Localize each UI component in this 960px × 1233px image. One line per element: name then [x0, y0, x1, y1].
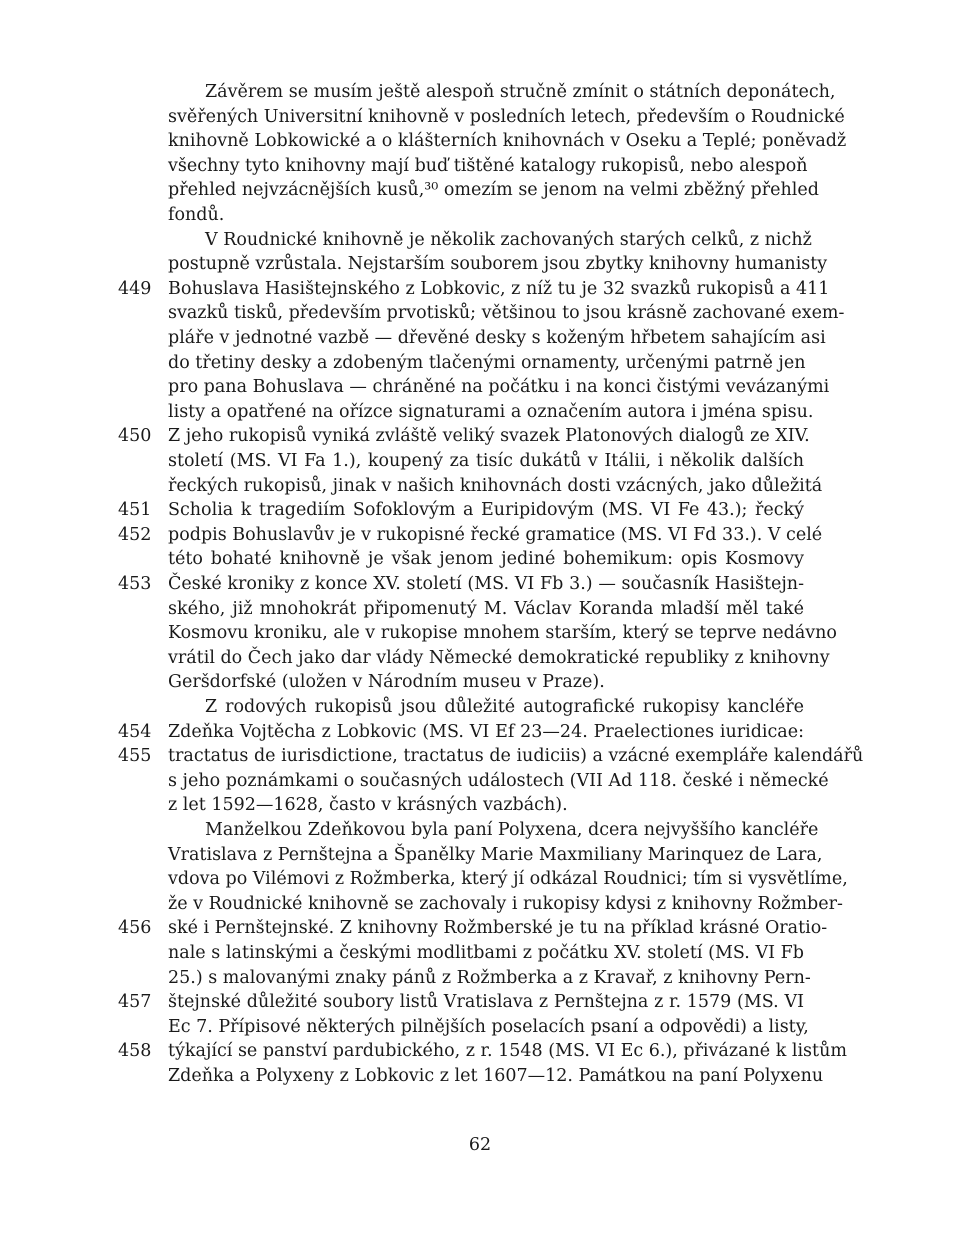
margin-line-number: 453: [118, 574, 152, 594]
text-line: ské i Pernštejnské. Z knihovny Rožmberské je tu na příklad krásné Oratio-: [168, 918, 828, 938]
text-line: Z jeho rukopisů vyniká zvláště veliký svazek Platonových dialogů ze XIV.: [168, 426, 810, 446]
text-line: Kosmovu kroniku, ale v rukopise mnohem starším, který se teprve nedávno: [168, 623, 837, 643]
margin-line-number: 449: [118, 279, 152, 299]
margin-line-number: 455: [118, 746, 152, 766]
margin-line-number: 457: [118, 992, 152, 1012]
text-line: 25.) s malovanými znaky pánů z Rožmberka a z Kravař, z knihovny Pern-: [168, 968, 811, 988]
text-line: že v Roudnické knihovně se zachovaly i rukopisy kdysi z knihovny Rožmber-: [168, 894, 843, 914]
text-line: Zdeňka a Polyxeny z Lobkovic z let 1607—12. Památkou na paní Polyxenu: [168, 1066, 824, 1086]
text-line: této bohaté knihovně je však jenom jediné bohemikum: opis Kosmovy: [168, 549, 804, 569]
text-line: století (MS. VI Fa 1.), koupený za tisíc dukátů v Itálii, i několik dalších: [168, 451, 804, 471]
text-line: s jeho poznámkami o současných událostech (VII Ad 118. české i německé: [168, 771, 829, 791]
text-line: České kroniky z konce XV. století (MS. VI Fb 3.) — současník Hasištejn-: [168, 574, 804, 594]
text-line: štejnské důležité soubory listů Vratislava z Pernštejna z r. 1579 (MS. VI: [168, 992, 804, 1012]
text-line: pláře v jednotné vazbě — dřevěné desky s koženým hřbetem sahajícím asi: [168, 328, 826, 348]
margin-line-number: 452: [118, 525, 152, 545]
text-line: Z rodových rukopisů jsou důležité autografické rukopisy kancléře: [205, 697, 804, 717]
text-line: vdova po Vilémovi z Rožmberka, který jí odkázal Roudnici; tím si vysvětlíme,: [168, 869, 848, 889]
text-line: listy a opatřené na ořízce signaturami a označením autora i jména spisu.: [168, 402, 814, 422]
text-line: pro pana Bohuslava — chráněné na počátku i na konci čistými vevázanými: [168, 377, 830, 397]
text-line: Geršdorfské (uložen v Národním museu v Praze).: [168, 672, 605, 692]
margin-line-number: 454: [118, 722, 152, 742]
text-line: všechny tyto knihovny mají buď tištěné katalogy rukopisů, nebo alespoň: [168, 156, 808, 176]
text-line: Manželkou Zdeňkovou byla paní Polyxena, dcera nejvyššího kancléře: [205, 820, 819, 840]
text-line: nale s latinskými a českými modlitbami z počátku XV. století (MS. VI Fb: [168, 943, 804, 963]
text-line: svazků tisků, především prvotisků; většinou to jsou krásně zachované exem-: [168, 303, 845, 323]
text-line: Ec 7. Přípisové některých pilnějších poselacích psaní a odpovědi) a listy,: [168, 1017, 809, 1037]
text-line: Bohuslava Hasištejnského z Lobkovic, z níž tu je 32 svazků rukopisů a 411: [168, 279, 830, 299]
margin-line-number: 458: [118, 1041, 152, 1061]
text-line: řeckých rukopisů, jinak v našich knihovnách dosti vzácných, jako důležitá: [168, 476, 823, 496]
margin-line-number: 456: [118, 918, 152, 938]
text-line: Vratislava z Pernštejna a Španělky Marie Maxmiliany Marinquez de Lara,: [168, 845, 823, 865]
text-line: Scholia k tragediím Sofoklovým a Euripidovým (MS. VI Fe 43.); řecký: [168, 500, 804, 520]
text-line: přehled nejvzácnějších kusů,³⁰ omezím se jenom na velmi zběžný přehled: [168, 180, 819, 200]
text-line: do třetiny desky a zdobeným tlačenými ornamenty, určenými patrně jen: [168, 353, 806, 373]
text-line: týkající se panství pardubického, z r. 1548 (MS. VI Ec 6.), přivázané k listům: [168, 1041, 847, 1061]
text-line: vrátil do Čech jako dar vlády Německé demokratické republiky z knihovny: [168, 648, 830, 668]
text-line: Závěrem se musím ještě alespoň stručně zmínit o státních deponátech,: [205, 82, 836, 102]
text-line: V Roudnické knihovně je několik zachovaných starých celků, z nichž: [205, 230, 812, 250]
text-line: postupně vzrůstala. Nejstarším souborem jsou zbytky knihovny humanisty: [168, 254, 828, 274]
text-line: Zdeňka Vojtěcha z Lobkovic (MS. VI Ef 23—24. Praelectiones iuridicae:: [168, 722, 804, 742]
text-line: ského, již mnohokrát připomenutý M. Václav Koranda mladší měl také: [168, 599, 804, 619]
text-line: podpis Bohuslavův je v rukopisné řecké gramatice (MS. VI Fd 33.). V celé: [168, 525, 823, 545]
text-line: tractatus de iurisdictione, tractatus de iudiciis) a vzácné exempláře kalendářů: [168, 746, 864, 766]
text-line: svěřených Universitní knihovně v posledních letech, především o Roudnické: [168, 107, 845, 127]
margin-line-number: 450: [118, 426, 152, 446]
page-number: 62: [468, 1135, 492, 1155]
text-line: z let 1592—1628, často v krásných vazbách).: [168, 795, 568, 815]
margin-line-number: 451: [118, 500, 152, 520]
text-line: fondů.: [168, 205, 225, 225]
text-line: knihovně Lobkowické a o klášterních knihovnách v Oseku a Teplé; poněvadž: [168, 131, 847, 151]
